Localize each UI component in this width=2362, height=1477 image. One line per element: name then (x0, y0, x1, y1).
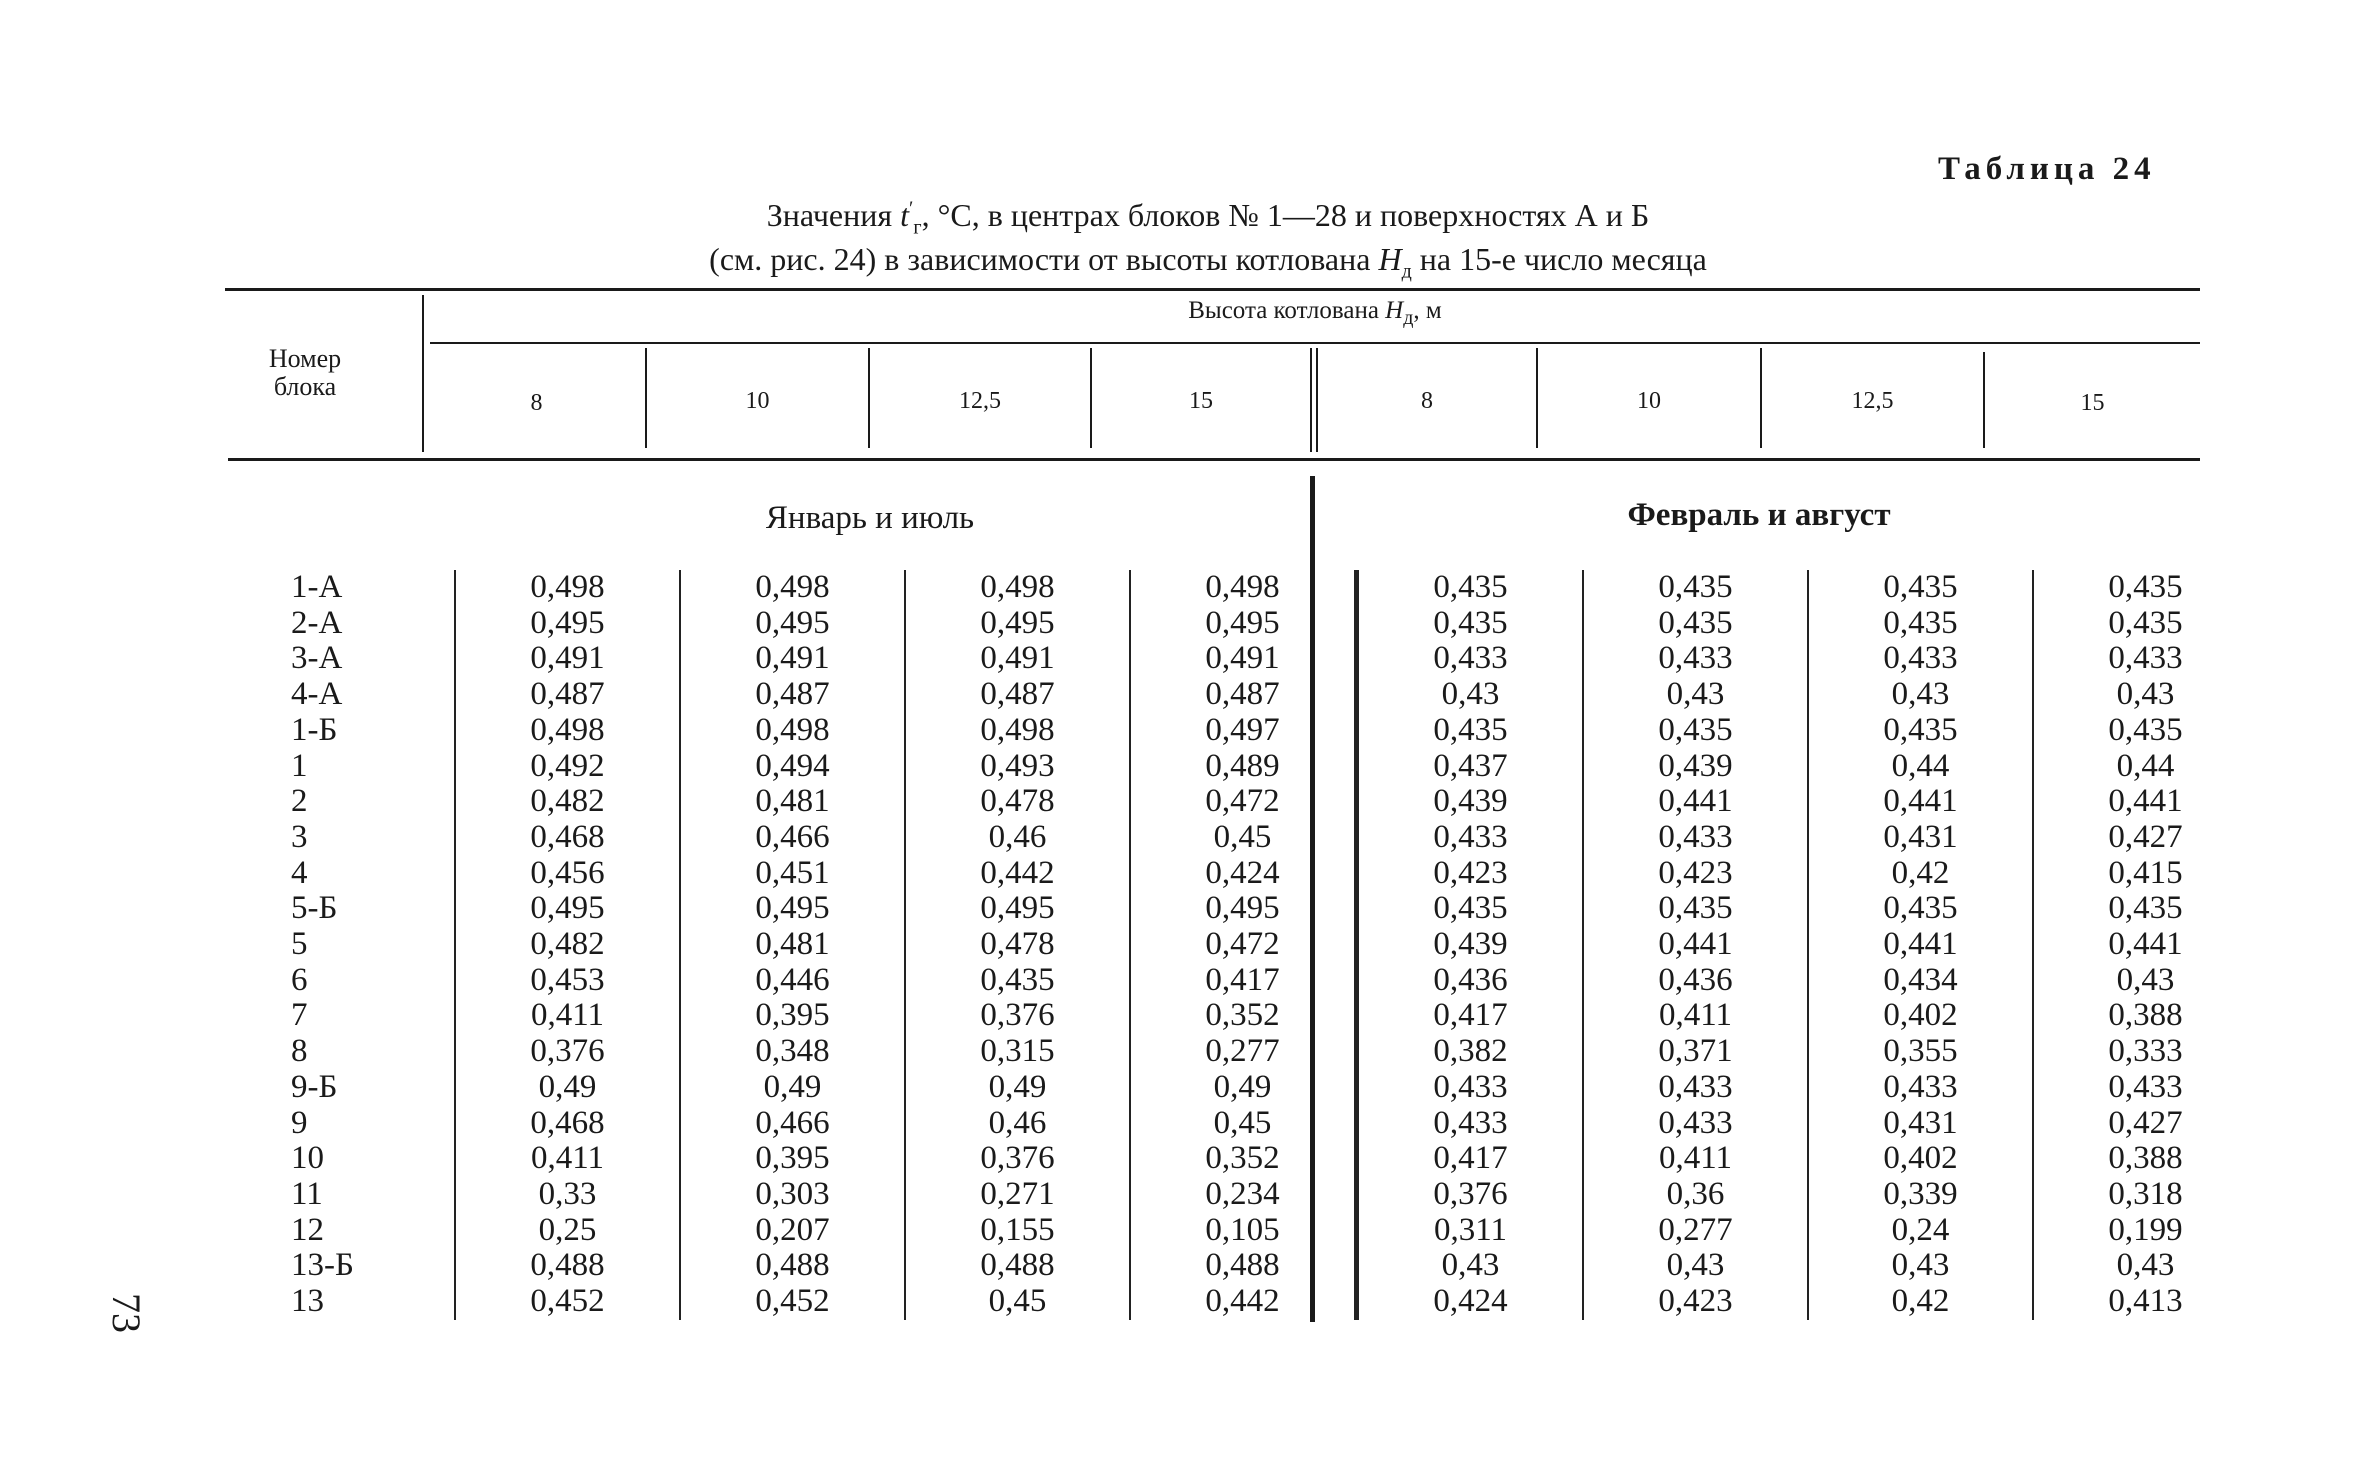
group-header-start: Высота котлована (1188, 297, 1386, 324)
table-row (265, 784, 2257, 820)
table-cell: 0,371 (1583, 1034, 1808, 1070)
table-cell: 0,352 (1130, 1141, 1357, 1177)
table-row (265, 1248, 2257, 1284)
table-cell: 0,491 (1130, 641, 1357, 677)
caption-line2-start: (см. рис. 24) в зависимости от высоты котлована (709, 241, 1379, 277)
table-cell: 0,482 (455, 927, 680, 963)
table-cell: 0,487 (1130, 677, 1357, 713)
table-cell: 0,452 (680, 1284, 905, 1320)
table-cell: 0,433 (1583, 1106, 1808, 1142)
table-cell: 0,355 (1808, 1034, 2033, 1070)
table-cell: 0,44 (1808, 749, 2033, 785)
table-cell: 0,303 (680, 1177, 905, 1213)
table-top-rule (225, 288, 2200, 291)
height-header-8: 15 (2080, 390, 2105, 416)
table-cell: 0,435 (1808, 570, 2033, 606)
table-cell: 0,435 (1808, 891, 2033, 927)
header-bottom-rule (228, 458, 2200, 461)
table-cell: 0,315 (905, 1034, 1130, 1070)
block-number: 10 (291, 1140, 324, 1177)
table-cell: 0,395 (680, 998, 905, 1034)
table-row (265, 1177, 2257, 1213)
table-cell: 0,376 (1357, 1177, 1584, 1213)
table-row (265, 963, 2257, 999)
table-cell: 0,435 (1357, 713, 1584, 749)
table-cell: 0,441 (1808, 784, 2033, 820)
caption-line2-symbol-subscript: д (1401, 260, 1412, 283)
table-cell: 0,441 (2033, 784, 2257, 820)
height-header-3: 12,5 (959, 388, 1001, 414)
block-number: 4 (291, 854, 308, 891)
block-number: 13 (291, 1283, 324, 1320)
table-cell: 0,435 (1583, 713, 1808, 749)
table-cell: 0,46 (905, 820, 1130, 856)
table-cell: 0,43 (1357, 1248, 1584, 1284)
block-number: 1-А (291, 569, 343, 605)
table-cell: 0,415 (2033, 856, 2257, 892)
caption-text-start: Значения (766, 197, 901, 233)
table-row (265, 856, 2257, 892)
table-cell: 0,411 (455, 1141, 680, 1177)
table-cell: 0,478 (905, 927, 1130, 963)
table-cell: 0,348 (680, 1034, 905, 1070)
table-cell: 0,49 (905, 1070, 1130, 1106)
table-cell: 0,495 (680, 606, 905, 642)
table-row (265, 1213, 2257, 1249)
table-row (265, 713, 2257, 749)
page-number: 73 (104, 1293, 149, 1333)
table-cell: 0,43 (2033, 963, 2257, 999)
height-header-5: 8 (1421, 388, 1433, 414)
table-cell: 0,402 (1808, 998, 2033, 1034)
group-header (430, 297, 2200, 330)
block-number: 2 (291, 783, 308, 820)
table-cell: 0,42 (1808, 856, 2033, 892)
block-number: 2-А (291, 604, 343, 641)
table-cell: 0,43 (1583, 1248, 1808, 1284)
caption-symbol-subscript: г (913, 216, 922, 239)
block-number: 9 (291, 1104, 308, 1141)
table-cell: 0,44 (2033, 749, 2257, 785)
table-cell: 0,24 (1808, 1213, 2033, 1249)
table-cell: 0,417 (1130, 963, 1357, 999)
table-cell: 0,36 (1583, 1177, 1808, 1213)
table-cell: 0,318 (2033, 1177, 2257, 1213)
table-cell: 0,431 (1808, 820, 2033, 856)
caption-line-2 (228, 241, 2188, 283)
table-cell: 0,43 (1808, 677, 2033, 713)
table-cell: 0,411 (455, 998, 680, 1034)
table-cell: 0,491 (680, 641, 905, 677)
section-title-left: Январь и июль (765, 500, 975, 536)
table-cell: 0,339 (1808, 1177, 2033, 1213)
table-cell: 0,376 (905, 998, 1130, 1034)
table-cell: 0,43 (1357, 677, 1584, 713)
table-cell: 0,49 (455, 1070, 680, 1106)
table-cell: 0,424 (1130, 856, 1357, 892)
table-cell: 0,472 (1130, 927, 1357, 963)
caption-symbol: t (900, 197, 909, 233)
table-cell: 0,495 (455, 606, 680, 642)
table-cell: 0,487 (455, 677, 680, 713)
table-cell: 0,427 (2033, 1106, 2257, 1142)
table-cell: 0,488 (905, 1248, 1130, 1284)
table-cell: 0,411 (1583, 998, 1808, 1034)
row-header-divider (422, 295, 424, 452)
table-row (265, 641, 2257, 677)
table-cell: 0,435 (1583, 891, 1808, 927)
block-number: 3 (291, 818, 308, 855)
table-cell: 0,436 (1583, 963, 1808, 999)
block-number: 5-Б (291, 890, 338, 927)
table-cell: 0,388 (2033, 1141, 2257, 1177)
table-cell: 0,435 (1357, 891, 1584, 927)
table-cell: 0,105 (1130, 1213, 1357, 1249)
table-cell: 0,199 (2033, 1213, 2257, 1249)
section-title-right: Февраль и август (1627, 497, 1891, 533)
table-cell: 0,433 (1357, 820, 1584, 856)
table-cell: 0,395 (680, 1141, 905, 1177)
table-cell: 0,478 (905, 784, 1130, 820)
table-cell: 0,441 (1808, 927, 2033, 963)
table-cell: 0,439 (1357, 784, 1584, 820)
table-row (265, 891, 2257, 927)
caption-line-1 (228, 197, 2188, 239)
table-cell: 0,482 (455, 784, 680, 820)
block-number: 8 (291, 1033, 308, 1070)
table-cell: 0,487 (680, 677, 905, 713)
table-cell: 0,45 (1130, 1106, 1357, 1142)
table-cell: 0,452 (455, 1284, 680, 1320)
table-cell: 0,437 (1357, 749, 1584, 785)
table-cell: 0,435 (2033, 606, 2257, 642)
table-cell: 0,435 (2033, 713, 2257, 749)
table-cell: 0,498 (1130, 570, 1357, 606)
table-cell: 0,442 (905, 856, 1130, 892)
table-row (265, 927, 2257, 963)
table-cell: 0,155 (905, 1213, 1130, 1249)
table-row (265, 1141, 2257, 1177)
table-cell: 0,423 (1583, 856, 1808, 892)
table-cell: 0,388 (2033, 998, 2257, 1034)
group-header-end: , м (1413, 297, 1442, 324)
table-cell: 0,435 (905, 963, 1130, 999)
table-cell: 0,436 (1357, 963, 1584, 999)
row-header-label: Номер блока (268, 344, 342, 401)
table-cell: 0,433 (2033, 641, 2257, 677)
table-cell: 0,46 (905, 1106, 1130, 1142)
caption-symbol-prime: ′ (908, 197, 914, 220)
table-row (265, 749, 2257, 785)
col-divider-4a (1310, 348, 1312, 452)
table-cell: 0,433 (1357, 1070, 1584, 1106)
block-number: 1 (291, 747, 308, 784)
table-body (265, 570, 2257, 1320)
group-header-symbol-subscript: д (1403, 307, 1414, 329)
table-cell: 0,207 (680, 1213, 905, 1249)
table-cell: 0,488 (455, 1248, 680, 1284)
table-cell: 0,423 (1583, 1284, 1808, 1320)
table-row (265, 1034, 2257, 1070)
table-cell: 0,271 (905, 1177, 1130, 1213)
table-cell: 0,495 (1130, 891, 1357, 927)
table-cell: 0,487 (905, 677, 1130, 713)
block-number: 7 (291, 997, 308, 1034)
table-cell: 0,498 (905, 713, 1130, 749)
table-cell: 0,433 (1583, 1070, 1808, 1106)
table-cell: 0,446 (680, 963, 905, 999)
table-cell: 0,456 (455, 856, 680, 892)
table-cell: 0,277 (1130, 1034, 1357, 1070)
data-table (265, 570, 2257, 1320)
caption-line2-symbol: H (1378, 241, 1402, 277)
table-cell: 0,498 (455, 570, 680, 606)
table-cell: 0,495 (680, 891, 905, 927)
table-cell: 0,493 (905, 749, 1130, 785)
height-header-6: 10 (1637, 388, 1661, 414)
table-cell: 0,43 (2033, 1248, 2257, 1284)
table-cell: 0,488 (680, 1248, 905, 1284)
table-cell: 0,435 (2033, 891, 2257, 927)
table-cell: 0,433 (1808, 1070, 2033, 1106)
table-cell: 0,491 (905, 641, 1130, 677)
table-cell: 0,435 (1808, 606, 2033, 642)
group-header-rule (430, 342, 2200, 344)
height-header-4: 15 (1189, 388, 1213, 414)
table-cell: 0,468 (455, 820, 680, 856)
block-number: 9-Б (291, 1068, 338, 1105)
table-row (265, 820, 2257, 856)
table-cell: 0,492 (455, 749, 680, 785)
table-cell: 0,234 (1130, 1177, 1357, 1213)
table-cell: 0,435 (1583, 606, 1808, 642)
table-row (265, 1070, 2257, 1106)
table-cell: 0,466 (680, 820, 905, 856)
table-cell: 0,311 (1357, 1213, 1584, 1249)
table-cell: 0,413 (2033, 1284, 2257, 1320)
table-cell: 0,45 (905, 1284, 1130, 1320)
table-cell: 0,417 (1357, 998, 1584, 1034)
caption-text-end: , °С, в центрах блоков № 1—28 и поверхностях А и Б (921, 197, 1650, 233)
block-number: 1-Б (291, 711, 338, 748)
table-cell: 0,441 (1583, 927, 1808, 963)
table-cell: 0,434 (1808, 963, 2033, 999)
table-cell: 0,481 (680, 927, 905, 963)
block-number: 12 (291, 1211, 324, 1248)
table-cell: 0,489 (1130, 749, 1357, 785)
table-cell: 0,441 (1583, 784, 1808, 820)
table-row (265, 677, 2257, 713)
table-row (265, 1284, 2257, 1320)
table-row (265, 570, 2257, 606)
table-cell: 0,441 (2033, 927, 2257, 963)
table-cell: 0,433 (2033, 1070, 2257, 1106)
table-cell: 0,376 (905, 1141, 1130, 1177)
height-header-2: 10 (745, 388, 770, 414)
table-cell: 0,442 (1130, 1284, 1357, 1320)
table-cell: 0,491 (455, 641, 680, 677)
table-row (265, 1106, 2257, 1142)
table-cell: 0,411 (1583, 1141, 1808, 1177)
table-cell: 0,488 (1130, 1248, 1357, 1284)
table-cell: 0,433 (1357, 1106, 1584, 1142)
table-cell: 0,376 (455, 1034, 680, 1070)
table-cell: 0,417 (1357, 1141, 1584, 1177)
table-cell: 0,402 (1808, 1141, 2033, 1177)
table-cell: 0,43 (1583, 677, 1808, 713)
table-cell: 0,431 (1808, 1106, 2033, 1142)
table-cell: 0,435 (1808, 713, 2033, 749)
table-cell: 0,494 (680, 749, 905, 785)
table-cell: 0,472 (1130, 784, 1357, 820)
block-number: 11 (291, 1175, 323, 1212)
table-cell: 0,498 (905, 570, 1130, 606)
table-label: Таблица 24 (1938, 151, 2156, 187)
table-cell: 0,439 (1583, 749, 1808, 785)
table-cell: 0,43 (1808, 1248, 2033, 1284)
table-cell: 0,498 (680, 713, 905, 749)
table-cell: 0,481 (680, 784, 905, 820)
table-cell: 0,423 (1357, 856, 1584, 892)
table-cell: 0,453 (455, 963, 680, 999)
table-cell: 0,498 (680, 570, 905, 606)
table-cell: 0,435 (1357, 570, 1584, 606)
table-cell: 0,433 (1808, 641, 2033, 677)
caption-line2-end: на 15-е число месяца (1411, 241, 1707, 277)
table-cell: 0,495 (905, 891, 1130, 927)
table-cell: 0,352 (1130, 998, 1357, 1034)
table-cell: 0,435 (1357, 606, 1584, 642)
table-cell: 0,45 (1130, 820, 1357, 856)
table-cell: 0,427 (2033, 820, 2257, 856)
table-cell: 0,498 (455, 713, 680, 749)
table-cell: 0,433 (1583, 641, 1808, 677)
block-number: 4-А (291, 676, 343, 713)
table-cell: 0,424 (1357, 1284, 1584, 1320)
table-cell: 0,439 (1357, 927, 1584, 963)
block-number: 13-Б (291, 1247, 354, 1284)
table-cell: 0,435 (1583, 570, 1808, 606)
height-header-1: 8 (530, 390, 543, 416)
table-cell: 0,25 (455, 1213, 680, 1249)
table-cell: 0,468 (455, 1106, 680, 1142)
table-cell: 0,435 (2033, 570, 2257, 606)
table-cell: 0,49 (680, 1070, 905, 1106)
table-cell: 0,495 (455, 891, 680, 927)
table-cell: 0,277 (1583, 1213, 1808, 1249)
table-cell: 0,495 (1130, 606, 1357, 642)
table-cell: 0,451 (680, 856, 905, 892)
table-row (265, 998, 2257, 1034)
group-header-symbol: H (1385, 297, 1404, 324)
table-cell: 0,49 (1130, 1070, 1357, 1106)
table-cell: 0,33 (455, 1177, 680, 1213)
table-cell: 0,433 (1583, 820, 1808, 856)
table-cell: 0,466 (680, 1106, 905, 1142)
block-number: 3-А (291, 640, 343, 677)
table-cell: 0,43 (2033, 677, 2257, 713)
height-header-7: 12,5 (1851, 388, 1894, 414)
table-cell: 0,382 (1357, 1034, 1584, 1070)
table-cell: 0,333 (2033, 1034, 2257, 1070)
table-cell: 0,497 (1130, 713, 1357, 749)
table-cell: 0,433 (1357, 641, 1584, 677)
block-number: 6 (291, 961, 308, 998)
block-number: 5 (291, 926, 308, 963)
table-row (265, 606, 2257, 642)
table-cell: 0,495 (905, 606, 1130, 642)
table-cell: 0,42 (1808, 1284, 2033, 1320)
